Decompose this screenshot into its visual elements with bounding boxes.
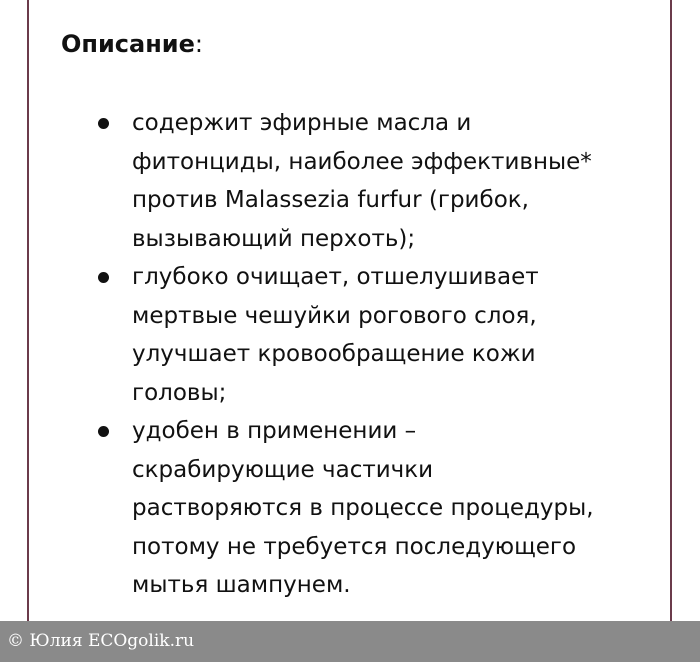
list-item-line: растворяются в процессе процедуры, [132, 495, 594, 521]
list-item-line: головы; [132, 379, 227, 406]
list-item-line: удобен в применении – [132, 418, 417, 444]
watermark-bar [0, 621, 700, 662]
description-list [96, 104, 656, 605]
bullet-dot-icon [98, 272, 109, 283]
list-item [96, 104, 656, 258]
watermark-text: © Юлия ECOgolik.ru [7, 631, 195, 651]
list-item-line: улучшает кровообращение кожи [132, 341, 536, 367]
list-item-line: мертвые чешуйки рогового слоя, [132, 302, 537, 329]
list-item-line: глубоко очищает, отшелушивает [132, 264, 539, 290]
list-item-line: мытья шампунем. [132, 572, 351, 598]
list-item [96, 412, 656, 605]
section-heading [61, 26, 203, 62]
heading-colon: : [194, 30, 203, 58]
list-item [96, 258, 656, 412]
list-item-line: потому не требуется последующего [132, 533, 577, 560]
left-border-line [27, 0, 29, 662]
right-border-line [670, 0, 672, 662]
heading-label: Описание [61, 30, 195, 58]
list-item-line: содержит эфирные масла и [132, 110, 472, 136]
list-item-line: скрабирующие частички [132, 456, 434, 483]
list-item-line: фитонциды, наиболее эффективные* [132, 148, 592, 175]
list-item-line: вызывающий перхоть); [132, 225, 416, 252]
bullet-dot-icon [98, 118, 109, 129]
list-item-line: против Malassezia furfur (грибок, [132, 187, 529, 213]
bullet-dot-icon [98, 426, 109, 437]
